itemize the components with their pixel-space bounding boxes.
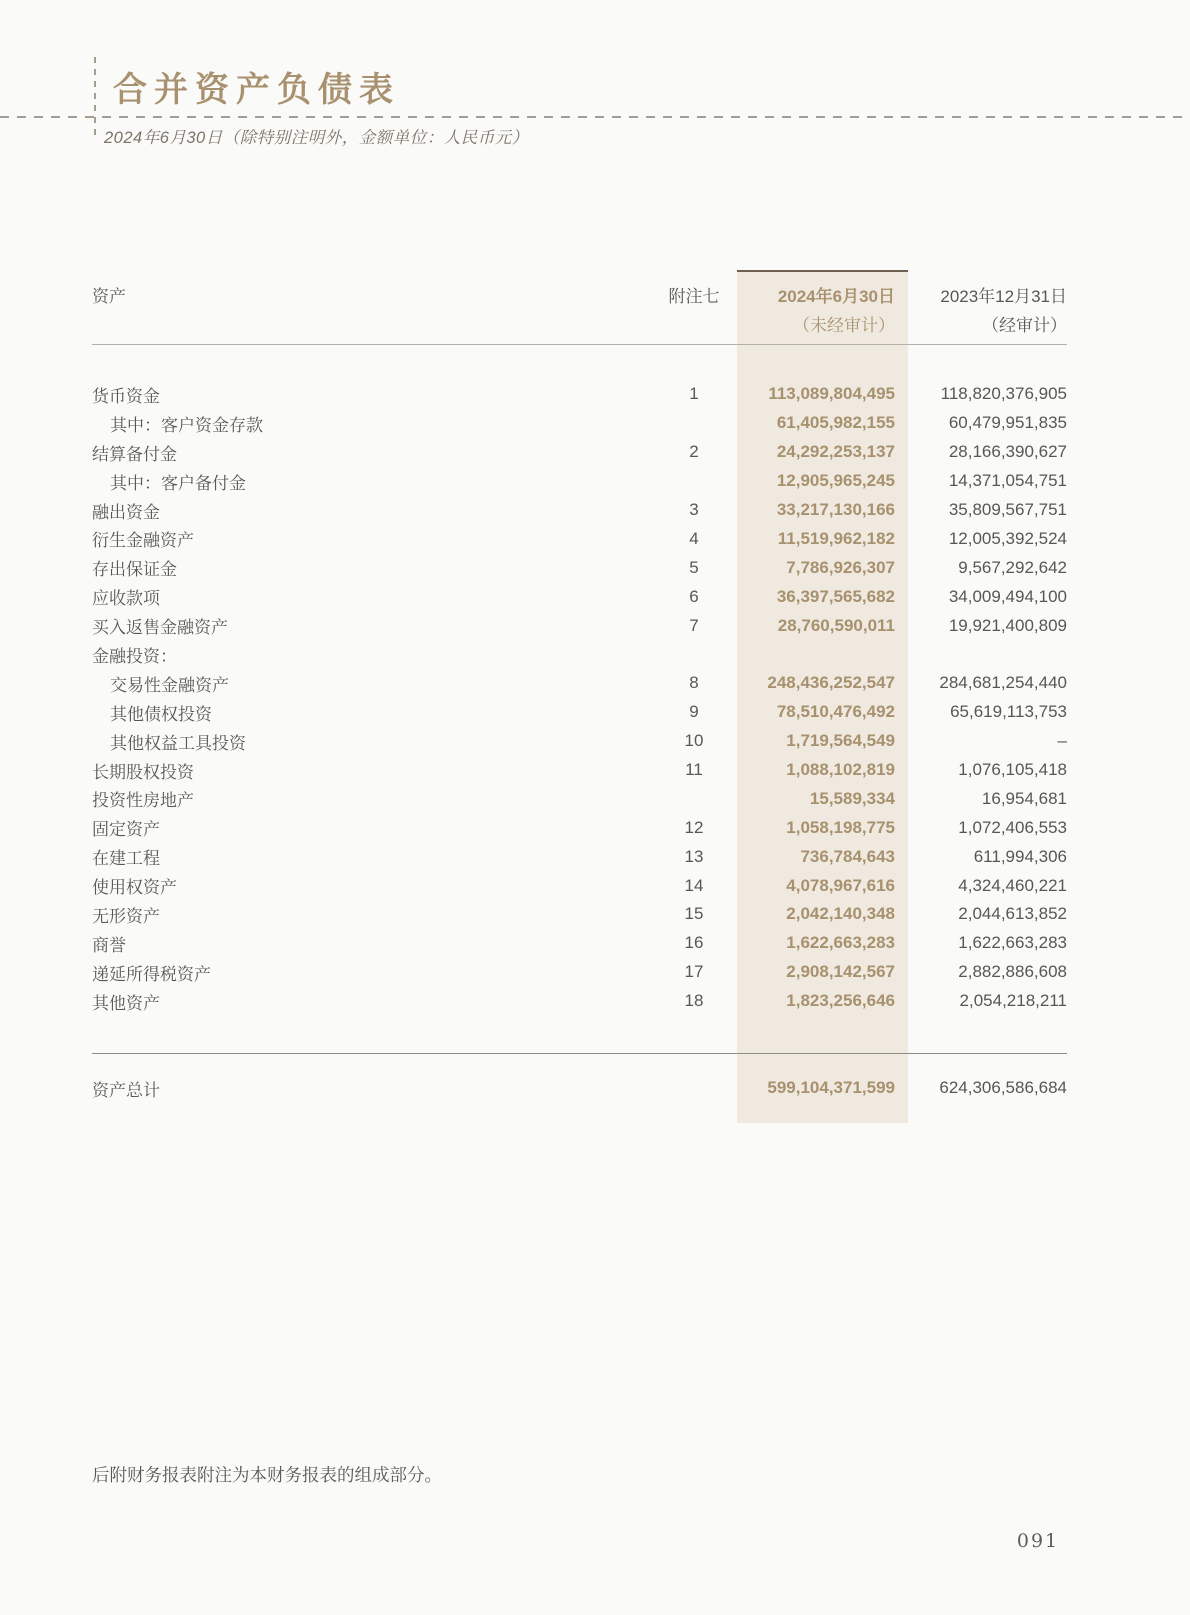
table-row	[92, 958, 1067, 987]
row-label: 金融投资：	[92, 646, 177, 666]
row-label: 其中：客户资金存款	[110, 415, 263, 435]
row-value-2023: 2,882,886,608	[958, 962, 1067, 982]
table-row	[92, 842, 1067, 871]
row-value-2024: 7,786,926,307	[786, 557, 895, 577]
row-value-2023: –	[1057, 731, 1067, 751]
row-note-number: 6	[689, 586, 699, 606]
row-value-2023: 1,076,105,418	[958, 760, 1067, 780]
row-value-2024: 78,510,476,492	[776, 702, 895, 722]
row-value-2024: 1,088,102,819	[786, 760, 895, 780]
row-label: 应收款项	[92, 589, 160, 609]
row-label: 递延所得税资产	[92, 964, 211, 984]
column-header-note: 附注七	[668, 287, 720, 306]
row-label: 长期股权投资	[92, 762, 194, 782]
row-label: 商誉	[92, 935, 126, 955]
row-value-2024: 24,292,253,137	[776, 442, 895, 462]
row-value-2024: 4,078,967,616	[786, 875, 895, 895]
table-row	[92, 467, 1067, 496]
row-label: 其他权益工具投资	[110, 733, 246, 753]
row-note-number: 16	[684, 933, 704, 953]
table-row	[92, 784, 1067, 813]
row-value-2023: 2,054,218,211	[959, 991, 1067, 1011]
row-note-number: 12	[684, 817, 704, 837]
table-row	[92, 611, 1067, 640]
row-value-2023: 2,044,613,852	[958, 904, 1067, 924]
row-value-2023: 34,009,494,100	[948, 586, 1067, 606]
column-header-assets: 资产	[92, 287, 126, 306]
column-header-2023	[908, 282, 1067, 340]
row-value-2023: 35,809,567,751	[948, 500, 1067, 519]
row-label: 货币资金	[92, 386, 160, 406]
row-label: 在建工程	[92, 849, 160, 869]
table-row	[92, 380, 1067, 409]
row-value-2023: 60,479,951,835	[948, 413, 1067, 433]
table-row	[92, 553, 1067, 582]
row-label: 其中：客户备付金	[110, 473, 246, 493]
row-label: 无形资产	[92, 906, 160, 926]
row-note-number: 2	[689, 442, 699, 462]
row-label: 存出保证金	[92, 560, 177, 580]
row-value-2023: 28,166,390,627	[948, 442, 1067, 462]
table-row	[92, 813, 1067, 842]
row-note-number: 13	[684, 846, 704, 866]
page-subtitle: 2024年6月30日（除特别注明外，金额单位：人民币元）	[104, 129, 529, 147]
column-header-2024-audit-status: （未经审计）	[793, 316, 895, 335]
row-value-2024: 61,405,982,155	[776, 413, 895, 433]
row-note-number: 11	[685, 760, 703, 780]
table-row	[92, 698, 1067, 727]
table-row	[92, 987, 1067, 1016]
row-value-2023: 16,954,681	[981, 788, 1067, 808]
row-value-2023: 9,567,292,642	[958, 557, 1067, 577]
page-title: 合并资产负债表	[113, 70, 400, 110]
total-row	[92, 1054, 1067, 1123]
footer-note: 后附财务报表附注为本财务报表的组成部分。	[92, 1465, 442, 1485]
row-note-number: 14	[684, 875, 704, 895]
row-value-2024: 2,908,142,567	[786, 962, 895, 982]
row-value-2024: 36,397,565,682	[776, 586, 895, 606]
row-label: 融出资金	[92, 502, 160, 522]
row-value-2024: 11,519,962,182	[777, 528, 895, 548]
row-value-2024: 12,905,965,245	[776, 471, 895, 491]
horizontal-dashed-divider	[0, 116, 1190, 118]
row-value-2024: 1,058,198,775	[786, 817, 895, 837]
row-value-2023: 14,371,054,751	[948, 471, 1067, 491]
vertical-dashed-divider	[94, 57, 96, 137]
table-row	[92, 756, 1067, 785]
table-row	[92, 669, 1067, 698]
table-row	[92, 496, 1067, 525]
balance-sheet-table	[92, 270, 1067, 1123]
row-value-2024: 15,589,334	[809, 788, 895, 808]
row-value-2024: 28,760,590,011	[777, 615, 895, 635]
table-row	[92, 871, 1067, 900]
row-note-number: 4	[689, 528, 699, 548]
row-label: 衍生金融资产	[92, 531, 194, 551]
row-value-2023: 19,921,400,809	[948, 615, 1067, 635]
row-value-2023: 611,994,306	[973, 846, 1067, 866]
row-value-2023: 65,619,113,753	[950, 702, 1067, 722]
row-value-2024: 1,719,564,549	[786, 731, 895, 751]
table-row	[92, 640, 1067, 669]
row-note-number: 3	[689, 500, 699, 519]
row-note-number: 15	[684, 904, 704, 924]
row-value-2023: 4,324,460,221	[958, 875, 1067, 895]
row-label: 其他债权投资	[110, 704, 212, 724]
row-value-2024: 33,217,130,166	[776, 500, 895, 519]
row-label: 交易性金融资产	[110, 675, 229, 695]
row-value-2023: 118,820,376,905	[940, 384, 1067, 404]
row-value-2024: 736,784,643	[800, 846, 895, 866]
row-label: 其他资产	[92, 993, 160, 1013]
column-header-2023-audit-status: （经审计）	[982, 316, 1067, 335]
column-header-2023-date: 2023年12月31日	[940, 287, 1067, 306]
table-row	[92, 524, 1067, 553]
row-value-2024: 1,622,663,283	[786, 933, 895, 953]
row-label: 买入返售金融资产	[92, 618, 228, 638]
table-row	[92, 409, 1067, 438]
row-value-2024: 2,042,140,348	[786, 904, 895, 924]
total-value-2024: 599,104,371,599	[767, 1078, 895, 1098]
row-note-number: 1	[689, 384, 699, 404]
row-value-2023: 1,072,406,553	[958, 817, 1067, 837]
row-note-number: 10	[684, 731, 704, 751]
table-row	[92, 582, 1067, 611]
row-value-2024: 1,823,256,646	[786, 991, 895, 1011]
row-note-number: 18	[684, 991, 704, 1011]
row-note-number: 8	[689, 673, 699, 693]
row-value-2024: 248,436,252,547	[767, 673, 895, 693]
row-note-number: 9	[689, 702, 699, 722]
column-header-2024-date: 2024年6月30日	[777, 287, 895, 306]
row-label: 使用权资产	[92, 878, 177, 898]
row-note-number: 17	[684, 962, 704, 982]
table-rows	[92, 345, 1067, 1016]
page-number: 091	[1016, 1530, 1060, 1552]
row-note-number: 7	[689, 615, 699, 635]
total-label: 资产总计	[92, 1080, 160, 1100]
table-row	[92, 727, 1067, 756]
table-header-row	[92, 270, 1067, 345]
table-row	[92, 929, 1067, 958]
row-value-2023: 284,681,254,440	[939, 673, 1067, 693]
row-value-2024: 113,089,804,495	[768, 384, 895, 404]
row-label: 结算备付金	[92, 444, 177, 464]
row-label: 固定资产	[92, 820, 160, 840]
table-row	[92, 900, 1067, 929]
row-value-2023: 1,622,663,283	[958, 933, 1067, 953]
total-value-2023: 624,306,586,684	[939, 1078, 1067, 1098]
column-header-2024	[744, 282, 908, 340]
row-note-number: 5	[689, 557, 699, 577]
row-label: 投资性房地产	[92, 791, 194, 811]
row-value-2023: 12,005,392,524	[948, 528, 1067, 548]
table-row	[92, 438, 1067, 467]
